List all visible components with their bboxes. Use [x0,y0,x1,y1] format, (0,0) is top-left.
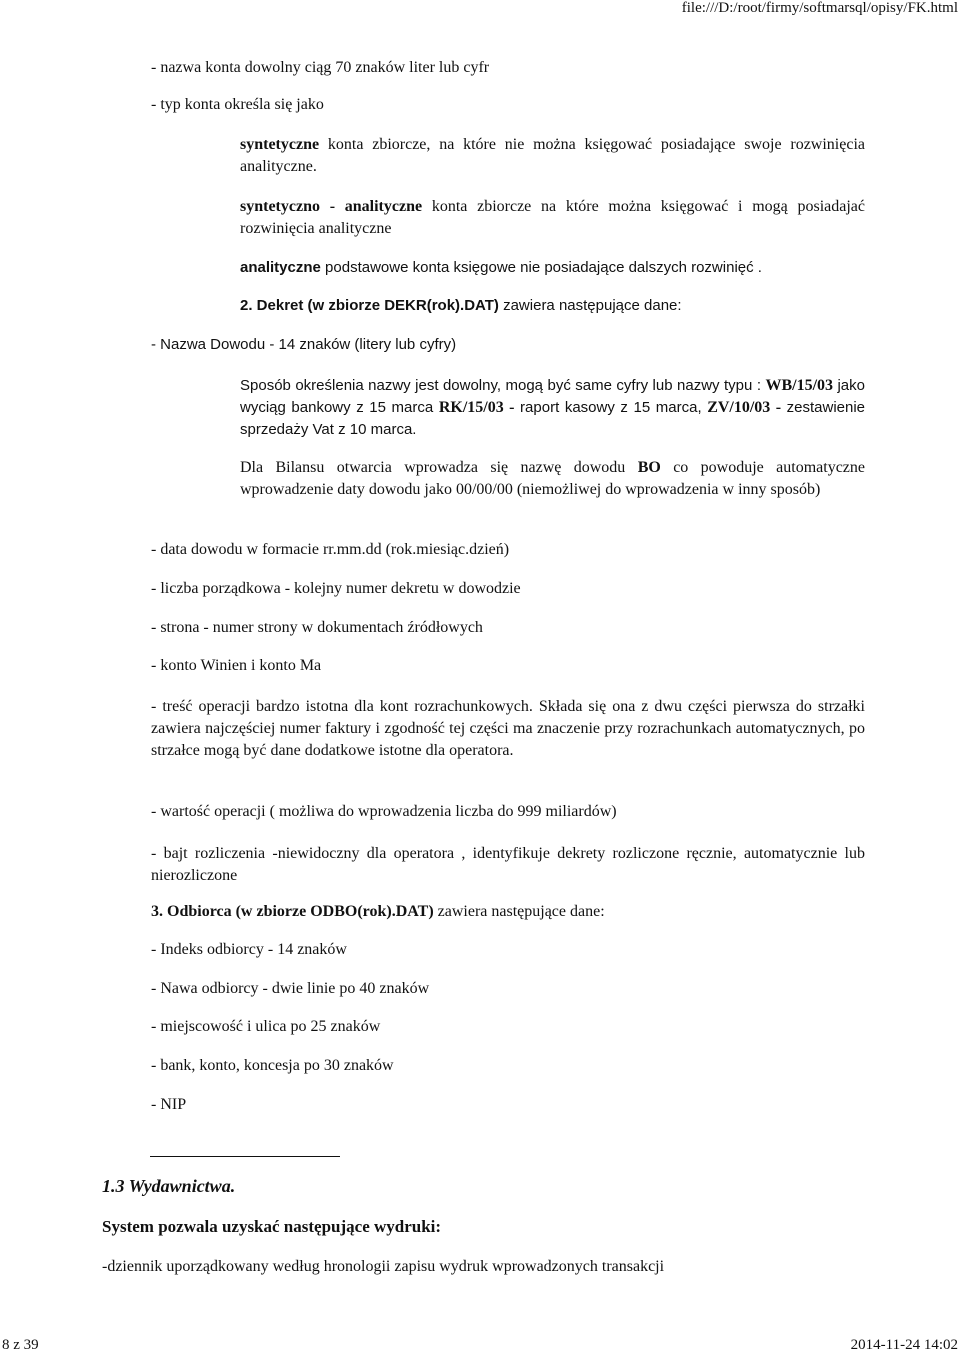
code: BO [637,459,661,476]
term: analityczne [240,259,321,276]
text-line: - konto Winien i konto Ma [151,657,322,674]
section-text: zawiera następujące dane: [498,297,682,314]
definition-analityczne [240,259,762,276]
term: syntetyczno - analityczne [240,198,423,215]
paragraph-bajt: - bajt rozliczenia -niewidoczny dla operatora , identyfikuje dekrety rozliczone ręcznie, automatycznie lub nierozliczone [151,845,865,884]
section-text: zawiera następujące dane: [433,903,605,920]
section-odbiorca [151,903,605,921]
text-line: - Nawa odbiorcy - dwie linie po 40 znaków [151,980,430,997]
section-heading-wydawnictwa: 1.3 Wydawnictwa. [102,1176,236,1196]
definition-syntetyczno-analityczne [240,196,865,240]
text-line: - typ konta określa się jako [151,96,324,113]
print-datetime: 2014-11-24 14:02 [850,1337,958,1353]
paragraph-tresc: - treść operacji bardzo istotna dla kont rozrachunkowych. Składa się ona z dwu części pierwsza do strzałki zawiera najczęściej numer faktury i zgodność tej części ma znaczenie przy rozrachunkach automatycznych, po strzałce mogą być dane dodatkowe istotne dla operatora. [151,698,865,759]
section-title: 2. Dekret (w zbiorze DEKR(rok).DAT) [240,297,499,314]
text-line: - data dowodu w formacie rr.mm.dd (rok.miesiąc.dzień) [151,541,510,558]
text-line: - miejscowość i ulica po 25 znaków [151,1018,381,1035]
text: jako wyciąg bankowy z 15 marca [240,377,865,416]
section-dekret [240,297,682,314]
section-intro: System pozwala uzyskać następujące wydruki: [102,1217,442,1236]
text-line: - strona - numer strony w dokumentach źródłowych [151,619,483,636]
code: RK/15/03 - [438,399,515,416]
section-title: 3. Odbiorca (w zbiorze ODBO(rok).DAT) [151,903,434,920]
text: zestawienie sprzedaży Vat z 10 marca. [240,399,866,438]
paragraph-sposob [240,375,865,441]
term: syntetyczne [240,136,320,153]
definition-text: podstawowe konta księgowe nie posiadające dalszych rozwinięć . [320,259,762,276]
code: ZV/10/03 - [707,399,782,416]
page-url: file:///D:/root/firmy/softmarsql/opisy/FK.html [681,0,958,16]
text-line: - Nazwa Dowodu - 14 znaków (litery lub cyfry) [151,336,457,353]
paragraph-bilans [240,457,865,501]
text-line: - nazwa konta dowolny ciąg 70 znaków liter lub cyfr [151,59,490,76]
text: raport kasowy z 15 marca, [514,399,708,416]
text: co powoduje automatyczne wprowadzenie daty dowodu jako 00/00/00 (niemożliwej do wprowadzenia w inny sposób) [240,459,866,498]
text-line: - NIP [151,1096,187,1113]
definition-text: konta zbiorcze, na które nie można księgować posiadające swoje rozwinięcia analityczne. [240,136,865,175]
page-number: 8 z 39 [2,1337,39,1353]
code: WB/15/03 [765,377,834,394]
text-line: - bank, konto, koncesja po 30 znaków [151,1057,394,1074]
text: Dla Bilansu otwarcia wprowadza się nazwę dowodu [240,459,638,476]
text-line: -dziennik uporządkowany według hronologii zapisu wydruk wprowadzonych transakcji [102,1258,665,1275]
text-line: - Indeks odbiorcy - 14 znaków [151,941,347,958]
definition-syntetyczne [240,134,865,178]
text-line: - wartość operacji ( możliwa do wprowadzenia liczba do 999 miliardów) [151,803,617,820]
text: Sposób określenia nazwy jest dowolny, mogą być same cyfry lub nazwy typu : [240,377,766,394]
definition-text: konta zbiorcze na które można księgować i mogą posiadajać rozwinięcia analityczne [240,198,865,237]
text-line: - liczba porządkowa - kolejny numer dekretu w dowodzie [151,580,521,597]
horizontal-rule [150,1156,340,1157]
